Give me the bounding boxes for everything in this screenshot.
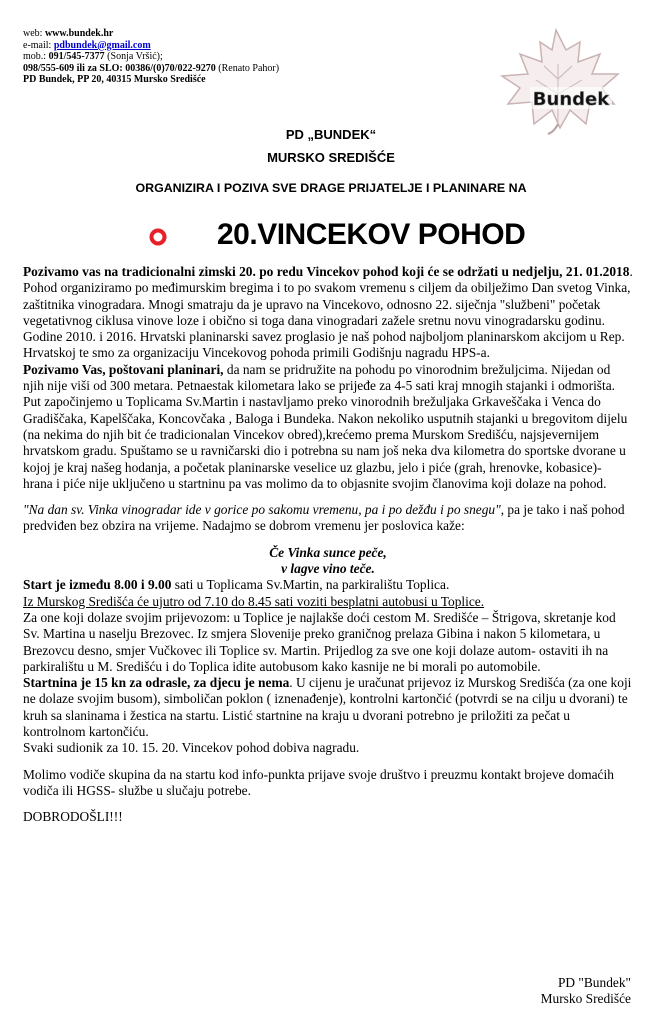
paragraph-bus: Iz Murskog Središća će ujutro od 7.10 do 8.45 sati voziti besplatni autobusi u Toplice.: [23, 593, 485, 609]
paragraph-directions: Za one koji dolaze svojim prijevozom: u Toplice je najlakše doći cestom M. Središće – Štrigova, skretanje kod Sv. Martina u naselju Brezovec. Iz smjera Slovenije preko graničnog prelaza Gibina i nakon 5 kilometara, u Brezovcu desno, smjer Vučkovec ili Toplice sv. Martin. Prijedlog za sve one koji dolaze autom- ostaviti ih na parkiralištu u M. Središću i do Toplica idite autobusom kako kasnije ne bi morali po automobile.: [23, 609, 616, 674]
intro-bold: Pozivamo vas na tradicionalni zimski 20. po redu Vincekov pohod koji će se održati u nedjelju, 21. 01.2018: [23, 264, 630, 279]
signature: [541, 975, 631, 1008]
org-title: PD „BUNDEK“: [285, 127, 377, 142]
mob-person: (Sonja Vršić);: [107, 51, 163, 63]
welcome-text: DOBRODOŠLI!!!: [23, 809, 123, 825]
paragraph-intro: [23, 264, 633, 329]
email-label: e-mail:: [23, 39, 52, 51]
mob-label: mob.:: [23, 51, 47, 63]
phone2-person: (Renato Pahor): [218, 62, 280, 74]
paragraph-fee: [23, 675, 633, 740]
address-line: [23, 74, 279, 86]
start-bold: Start je između 8.00 i 9.00: [23, 577, 172, 593]
logo-text: Bundek: [532, 89, 610, 110]
email-link[interactable]: pdbundek@gmail.com: [53, 39, 151, 51]
signature-place: Mursko Središće: [540, 991, 631, 1007]
saying-italic: "Na dan sv. Vinka vinogradar ide v gorice po sakomu vremenu, pa i po dežđu i po snegu": [23, 502, 501, 518]
grape-leaf-logo-icon: [478, 24, 638, 136]
paragraph-prize: Svaki sudionik za 10. 15. 20. Vincekov pohod dobiva nagradu.: [23, 740, 360, 756]
invitation-body: [23, 264, 633, 826]
fee-text: . U cijenu je uračunat prijevoz iz Murskog Središća (za one koji ne dolaze svojim busom), simboličan poklon ( iznenađenje), kontrolni kartončić (potvrdi se na cilju u dvorani) te kruh sa slaninama i žestica na startu. Listić startnine na kraju u dvorani potrebno je priložiti za pečat u kontrolnom kartončiću.: [23, 675, 632, 740]
intro-text: . Pohod organiziramo po međimurskim bregima i to po svakom vremenu s ciljem da obilježimo Dan svetog Vinka, zaštitnika vinogradara. Mnogi smatraju da je upravo na Vincekovo, odnosno 22. siječnja "službeni" početak vegetativnog ciklusa vinove loze i obično si toga dana vinogradari zažele sretnu novu vinogradarsku godinu.: [23, 264, 633, 328]
place-title: MURSKO SREDIŠĆE: [267, 150, 395, 165]
phone2-number: 098/555-609 ili za SLO: 00386/(0)70/022-9270: [23, 62, 216, 74]
paragraph-saying: [23, 502, 633, 535]
fee-bold: Startnina je 15 kn za odrasle, za djecu je nema: [23, 675, 290, 691]
paragraph-award: Godine 2010. i 2016. Hrvatski planinarski savez proglasio je naš pohod najboljom planinarskom akcijom u Rep. Hrvatskoj te smo za organizaciju Vincekovog pohoda primili Godišnju nagradu HPS-a.: [23, 329, 625, 361]
phone2-line: [23, 63, 279, 75]
web-label: web:: [23, 28, 43, 39]
signature-org: PD "Bundek": [557, 975, 631, 990]
paragraph-guides: Molimo vodiče skupina da na startu kod info-punkta prijave svoje društvo i preuzmu kontakt brojeve domaćih vodiča ili HGSS- službe u slučaju potrebe.: [23, 766, 614, 798]
poem-line-2: v lagve vino teče.: [281, 561, 375, 577]
paragraph-start: [23, 577, 633, 593]
address: PD Bundek, PP 20, 40315 Mursko Središće: [23, 74, 206, 86]
red-ring-icon: [149, 228, 167, 246]
paragraph-route: Put započinjemo u Toplicama Sv.Martin i nastavljamo preko vinorodnih brežuljaka Grkaveščaka i Venca do Gradiščaka, Kapelščaka, Koncovčaka , Baloga i Bundeka. Nakon nekoliko usputnih stajanki u bregovitom dijelu (na nekima do njih bit će tradicionalan Vincekov obred),krećemo prema Murskom Središću, najsjevernijem hrvatskom gradu. Spuštamo se u ravničarski dio i potrebna su nam još neka dva kilometra do sportske dvorane u kojoj je kraj našeg hodanja, a početak planinarske veselice uz glazbu, jelo i piće (grah, hrenovke, kobasice)- hrana i piće nije uključeno u startninu pa vas molimo da to objasnite svojim članovima koji dolaze na pohod.: [23, 394, 628, 491]
event-title: 20.VINCEKOV POHOD: [217, 218, 526, 251]
paragraph-invite: [23, 362, 633, 395]
poem-line-1: Če Vinka sunce peče,: [269, 544, 387, 560]
web-link[interactable]: www.bundek.hr: [44, 28, 114, 39]
contact-header: [23, 28, 279, 86]
invite-bold: Pozivamo Vas, poštovani planinari,: [23, 361, 224, 377]
start-text: sati u Toplicama Sv.Martin, na parkiralištu Toplica.: [171, 577, 450, 593]
email-line: [23, 40, 279, 52]
web-line: [23, 28, 279, 40]
invite-text: da nam se pridružite na pohodu po vinorodnim brežuljcima. Nijedan od njih nije viši od 300 metara. Petnaestak kilometara lako se prijeđe za 4-5 sati kraj mnogih stajanki i odmorišta.: [23, 361, 616, 394]
mob-number: 091/545-7377: [48, 51, 105, 63]
saying-text: , pa je tako i naš pohod predviđen bez obzira na vrijeme. Nadajmo se dobrom vremenu jer poslovica kaže:: [23, 502, 625, 534]
invite-title: ORGANIZIRA I POZIVA SVE DRAGE PRIJATELJE I PLANINARE NA: [135, 181, 527, 195]
mob-line: [23, 51, 279, 63]
